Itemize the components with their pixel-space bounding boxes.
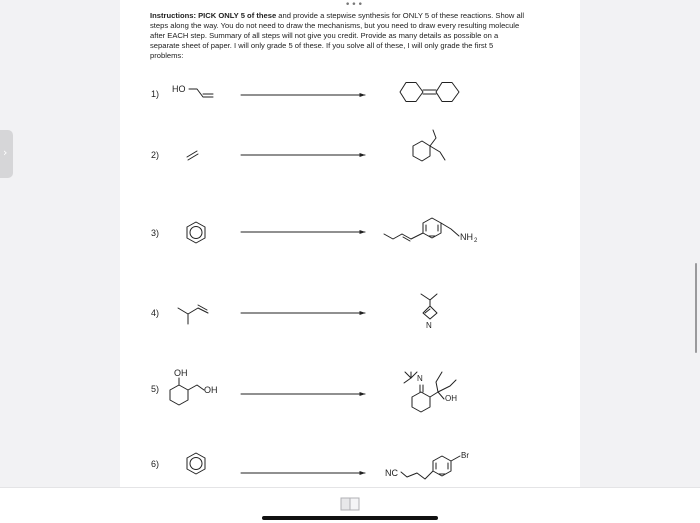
structure-6-product — [385, 451, 469, 479]
instructions-body: and provide a stepwise synthesis for ONLY 5 of these reactions. Show all steps along the way. You do not need to draw the mechanisms, but you need to draw every resulting molecule after EACH step. Summary of all steps will not give you credit. Provide as many details as possible on a separate sheet of paper. I will only grade 5 of these. If you solve all of these, I will only grade the first 5 problems: — [150, 11, 525, 60]
page-view-icon[interactable] — [340, 496, 360, 512]
label-n-imine: N — [417, 374, 423, 383]
problem-number-6: 6) — [151, 459, 160, 469]
label-oh-product: OH — [445, 394, 457, 403]
instructions-prefix: Instructions: PICK ONLY 5 of these — [150, 11, 277, 20]
label-nh-subscript: 2 — [474, 238, 478, 244]
structure-3-product — [384, 218, 478, 244]
problem-number-5: 5) — [151, 384, 160, 394]
problem-number-3: 3) — [151, 228, 160, 238]
label-nh: NH — [460, 232, 473, 242]
label-br: Br — [461, 451, 469, 460]
label-nc: NC — [385, 468, 398, 478]
label-ho: HO — [172, 84, 186, 94]
problem-number-1: 1) — [151, 89, 160, 99]
structure-1-start — [172, 84, 213, 97]
structure-5-start — [170, 368, 218, 405]
label-oh-1: OH — [174, 368, 188, 378]
more-options-icon[interactable]: ••• — [345, 0, 364, 10]
label-n-azetine: N — [426, 321, 432, 330]
label-oh-2: OH — [204, 385, 218, 395]
chevron-right-icon: › — [3, 146, 8, 159]
structure-4-start — [178, 305, 208, 324]
structure-6-start — [187, 453, 205, 474]
structure-2-start — [187, 151, 198, 160]
home-indicator[interactable] — [262, 516, 438, 520]
structure-4-product — [421, 294, 437, 330]
structure-5-product — [404, 372, 457, 412]
structure-1-product — [400, 83, 459, 102]
structure-3-start — [187, 222, 205, 243]
structure-2-product — [413, 130, 445, 161]
problem-number-2: 2) — [151, 150, 160, 160]
problem-number-4: 4) — [151, 308, 160, 318]
